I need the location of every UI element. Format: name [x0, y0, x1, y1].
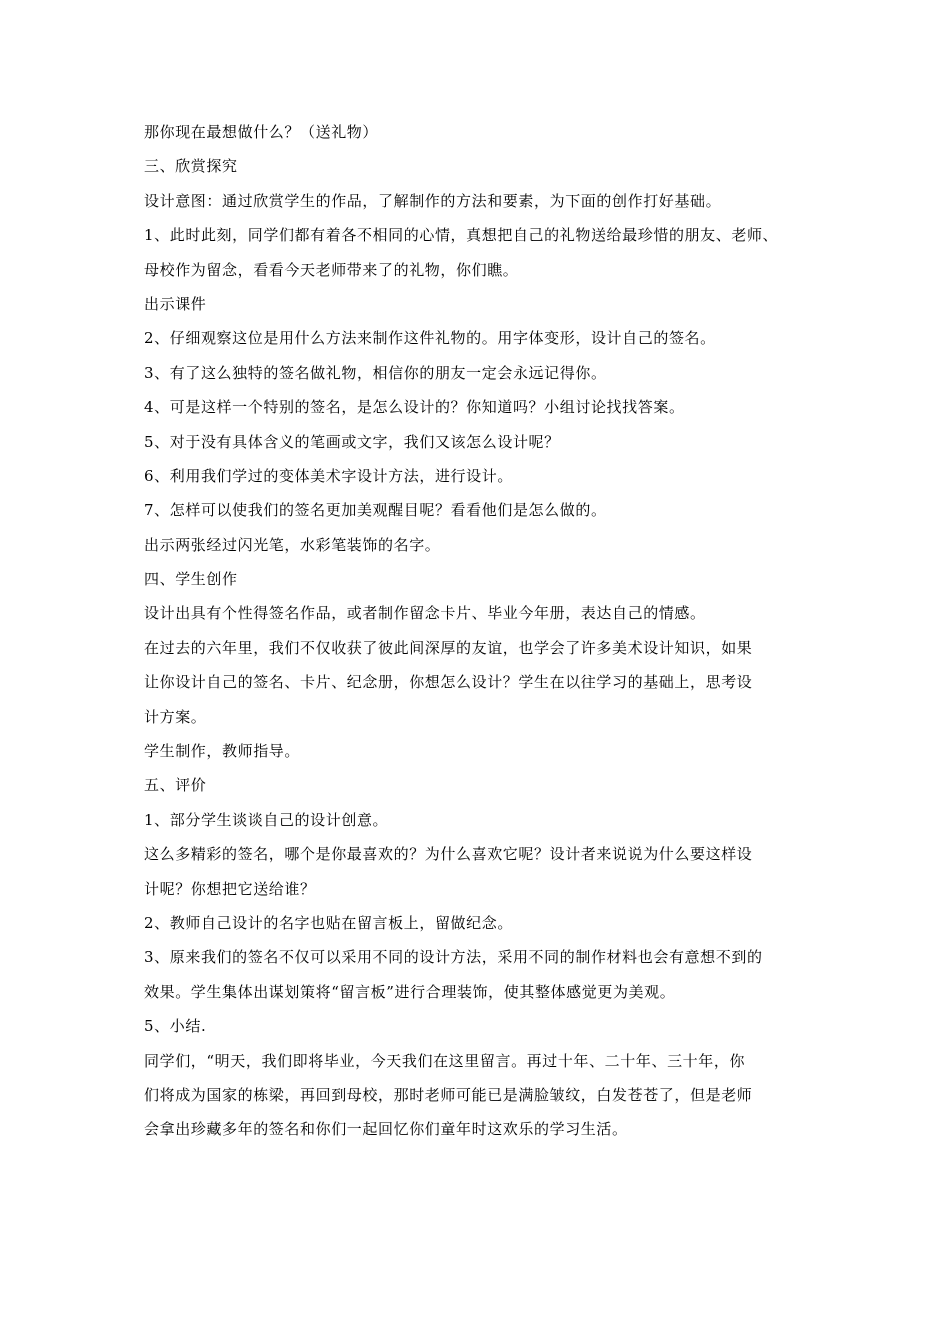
text-line: 们将成为国家的栋梁，再回到母校，那时老师可能已是满脸皱纹，白发苍苍了，但是老师: [144, 1085, 753, 1104]
text-line: 出示课件: [144, 294, 207, 313]
text-line: 同学们，“明天，我们即将毕业，今天我们在这里留言。再过十年、二十年、三十年，你: [144, 1051, 746, 1070]
text-line: 3、原来我们的签名不仅可以采用不同的设计方法，采用不同的制作材料也会有意想不到的: [144, 948, 763, 967]
text-line: 2、仔细观察这位是用什么方法来制作这件礼物的。用字体变形，设计自己的签名。: [144, 329, 716, 348]
text-line: 效果。学生集体出谋划策将“留言板”进行合理装饰，使其整体感觉更为美观。: [144, 982, 676, 1001]
text-line: 3、有了这么独特的签名做礼物，相信你的朋友一定会永远记得你。: [144, 363, 607, 382]
text-line: 1、部分学生谈谈自己的设计创意。: [144, 810, 389, 829]
text-line: 5、对于没有具体含义的笔画或文字，我们又该怎么设计呢？: [144, 432, 560, 451]
text-line: 设计意图：通过欣赏学生的作品，了解制作的方法和要素，为下面的创作打好基础。: [144, 191, 722, 210]
text-line: 5、小结.: [144, 1017, 207, 1036]
section-heading: 五、评价: [144, 776, 207, 795]
text-line: 在过去的六年里，我们不仅收获了彼此间深厚的友谊，也学会了许多美术设计知识，如果: [144, 638, 753, 657]
section-heading: 三、欣赏探究: [144, 157, 238, 176]
text-line: 出示两张经过闪光笔，水彩笔装饰的名字。: [144, 535, 441, 554]
text-line: 6、利用我们学过的变体美术字设计方法，进行设计。: [144, 466, 513, 485]
section-heading: 四、学生创作: [144, 570, 238, 589]
text-line: 7、怎样可以使我们的签名更加美观醒目呢？看看他们是怎么做的。: [144, 501, 607, 520]
text-line: 学生制作，教师指导。: [144, 742, 301, 761]
text-line: 4、可是这样一个特别的签名，是怎么设计的？你知道吗？小组讨论找找答案。: [144, 398, 685, 417]
text-line: 设计出具有个性得签名作品，或者制作留念卡片、毕业今年册，表达自己的情感。: [144, 604, 706, 623]
text-line: 会拿出珍藏多年的签名和你们一起回忆你们童年时这欢乐的学习生活。: [144, 1120, 628, 1139]
text-line: 母校作为留念，看看今天老师带来了的礼物，你们瞧。: [144, 260, 519, 279]
text-line: 计方案。: [144, 707, 207, 726]
text-line: 让你设计自己的签名、卡片、纪念册，你想怎么设计？学生在以往学习的基础上，思考设: [144, 673, 753, 692]
text-line: 这么多精彩的签名，哪个是你最喜欢的？为什么喜欢它呢？设计者来说说为什么要这样设: [144, 845, 753, 864]
document-body: [144, 115, 824, 1147]
text-line: 1、此时此刻，同学们都有着各不相同的心情，真想把自己的礼物送给最珍惜的朋友、老师、: [144, 226, 779, 245]
text-line: 那你现在最想做什么？（送礼物）: [144, 123, 379, 141]
text-line: 2、教师自己设计的名字也贴在留言板上，留做纪念。: [144, 913, 513, 932]
text-line: 计呢？你想把它送给谁？: [144, 879, 316, 898]
